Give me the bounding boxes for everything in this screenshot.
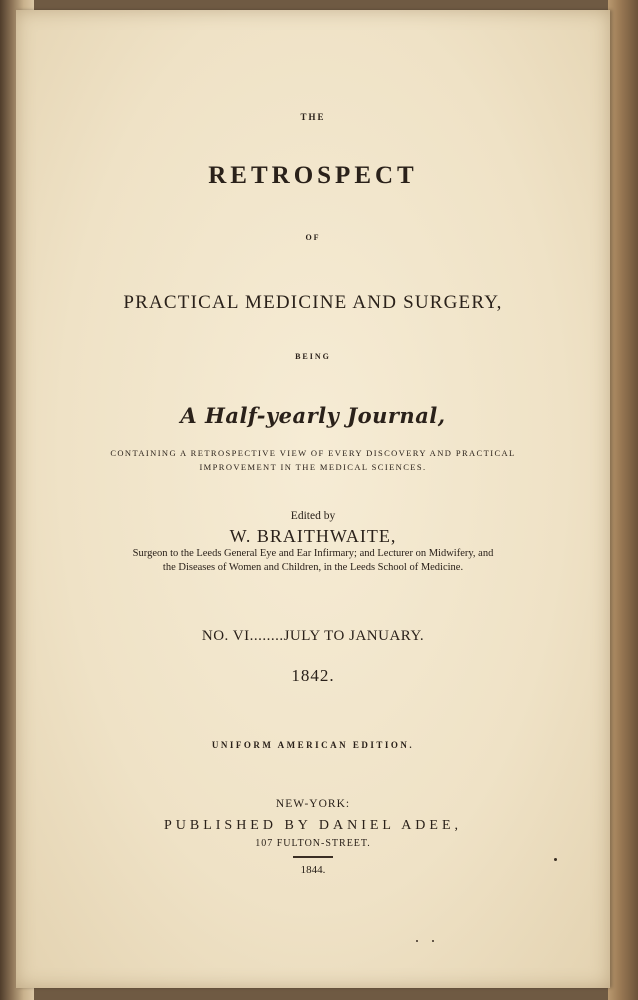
- city-label: NEW-YORK:: [275, 798, 351, 810]
- editor-description-line-1: Surgeon to the Leeds General Eye and Ear Infirmary; and Lecturer on Midwifery, and: [132, 548, 494, 559]
- title-page: [16, 10, 610, 988]
- divider-rule: [293, 856, 333, 858]
- ink-speck: [432, 940, 434, 942]
- volume-year: 1842.: [291, 666, 335, 685]
- edited-by: Edited by: [290, 510, 336, 522]
- editor-description-line-2: the Diseases of Women and Children, in the Leeds School of Medicine.: [162, 562, 464, 573]
- edition-label: UNIFORM AMERICAN EDITION.: [211, 740, 415, 750]
- issue-number: NO. VI........JULY TO JANUARY.: [201, 628, 425, 644]
- journal-heading: A Half-yearly Journal,: [180, 403, 446, 428]
- page-title: RETROSPECT: [208, 162, 418, 189]
- editor-name: W. BRAITHWAITE,: [229, 526, 397, 546]
- being-label: BEING: [295, 352, 331, 361]
- subtitle: PRACTICAL MEDICINE AND SURGERY,: [123, 292, 503, 313]
- the-label: THE: [300, 112, 326, 122]
- publisher-label: PUBLISHED BY DANIEL ADEE,: [163, 818, 463, 833]
- publication-year: 1844.: [300, 864, 326, 876]
- ink-speck: [554, 858, 557, 861]
- containing-line-2: IMPROVEMENT IN THE MEDICAL SCIENCES.: [199, 462, 427, 472]
- containing-line-1: CONTAINING A RETROSPECTIVE VIEW OF EVERY DISCOVERY AND PRACTICAL: [110, 448, 516, 458]
- book-right-edge: [608, 0, 638, 1000]
- ink-speck: [416, 940, 418, 942]
- address-label: 107 FULTON-STREET.: [255, 838, 371, 849]
- of-label: OF: [305, 233, 321, 242]
